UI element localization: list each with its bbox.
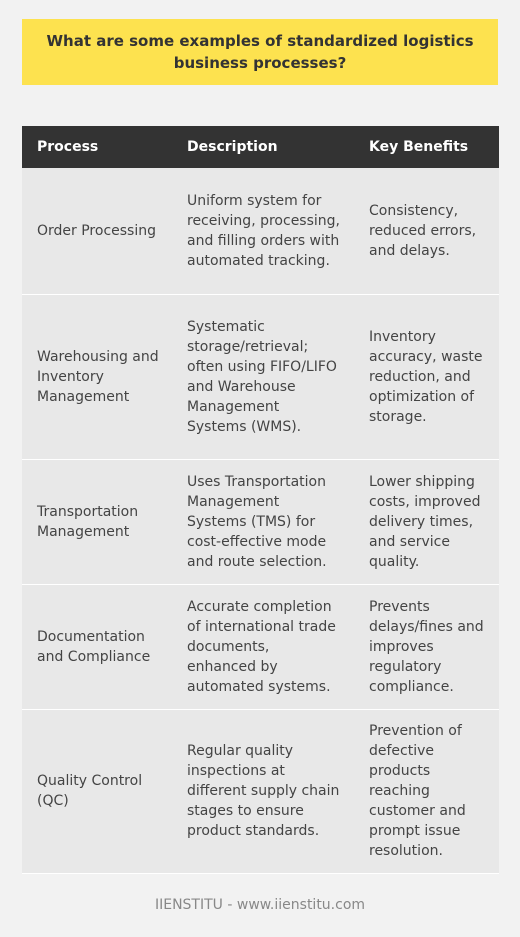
table-row xyxy=(22,709,499,873)
description-cell: Regular quality inspections at different supply chain stages to ensure product standards. xyxy=(172,709,354,873)
benefits-cell: Prevention of defective products reaching customer and prompt issue resolution. xyxy=(354,709,499,873)
table-body xyxy=(22,168,499,873)
process-cell: Warehousing and Inventory Management xyxy=(22,294,172,459)
column-header-description: Description xyxy=(172,126,354,168)
description-cell: Uses Transportation Management Systems (TMS) for cost-effective mode and route selection. xyxy=(172,459,354,584)
benefits-cell: Inventory accuracy, waste reduction, and optimization of storage. xyxy=(354,294,499,459)
process-cell: Transportation Management xyxy=(22,459,172,584)
table-row xyxy=(22,459,499,584)
benefits-cell: Lower shipping costs, improved delivery times, and service quality. xyxy=(354,459,499,584)
table-header xyxy=(22,126,499,168)
table-row xyxy=(22,584,499,709)
description-cell: Systematic storage/retrieval; often using FIFO/LIFO and Warehouse Management Systems (WMS). xyxy=(172,294,354,459)
process-cell: Order Processing xyxy=(22,168,172,294)
column-header-process: Process xyxy=(22,126,172,168)
process-cell: Documentation and Compliance xyxy=(22,584,172,709)
page-title: What are some examples of standardized logistics business processes? xyxy=(46,32,474,72)
description-cell: Accurate completion of international trade documents, enhanced by automated systems. xyxy=(172,584,354,709)
process-cell: Quality Control (QC) xyxy=(22,709,172,873)
benefits-cell: Consistency, reduced errors, and delays. xyxy=(354,168,499,294)
column-header-key-benefits: Key Benefits xyxy=(354,126,499,168)
title-banner xyxy=(22,19,498,85)
footer-credit: IIENSTITU - www.iienstitu.com xyxy=(154,897,366,913)
process-table xyxy=(22,126,499,874)
table-row xyxy=(22,294,499,459)
table-row xyxy=(22,168,499,294)
description-cell: Uniform system for receiving, processing, and filling orders with automated tracking. xyxy=(172,168,354,294)
table-header-row xyxy=(22,126,499,168)
benefits-cell: Prevents delays/fines and improves regulatory compliance. xyxy=(354,584,499,709)
